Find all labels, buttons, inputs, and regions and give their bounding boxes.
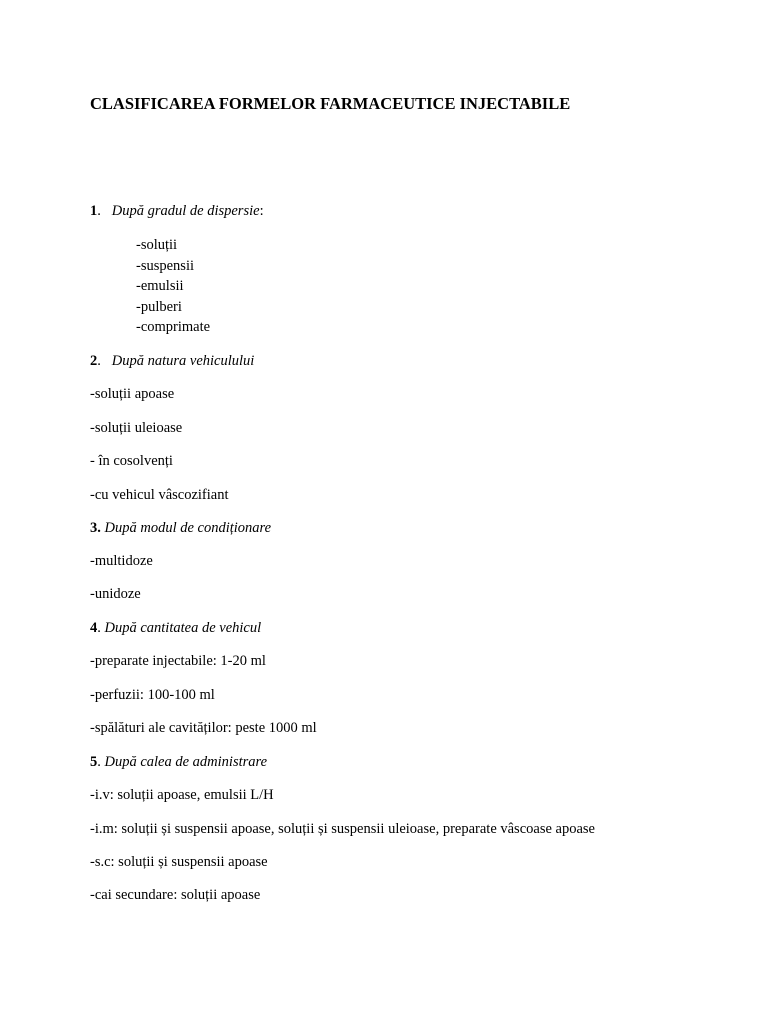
list-item: -suspensii — [136, 258, 194, 274]
section-heading-text: După gradul de dispersie — [111, 203, 260, 219]
list-item: -emulsii — [136, 278, 184, 294]
list-item: -pulberi — [136, 299, 182, 315]
section-heading-1 — [90, 203, 264, 220]
section-number: 4 — [90, 620, 98, 636]
section-separator: . — [97, 203, 101, 219]
list-item: -spălături ale cavităților: peste 1000 ml — [90, 720, 317, 736]
section-number: 3. — [90, 520, 101, 536]
section-colon: : — [259, 203, 264, 219]
section-separator: . — [97, 353, 101, 369]
list-item: - în cosolvenți — [90, 453, 173, 469]
list-item: -multidoze — [90, 553, 153, 569]
section-heading-5 — [90, 754, 267, 771]
section-heading-text: După modul de condiționare — [104, 520, 272, 536]
list-item: -s.c: soluții și suspensii apoase — [90, 854, 268, 870]
section-heading-text: După natura vehiculului — [111, 353, 255, 369]
list-item: -preparate injectabile: 1-20 ml — [90, 653, 266, 669]
list-item: -cu vehicul vâscozifiant — [90, 487, 229, 503]
section-number: 2 — [90, 353, 98, 369]
list-item: -cai secundare: soluții apoase — [90, 887, 261, 903]
list-item: -comprimate — [136, 319, 211, 335]
section-separator: . — [97, 620, 101, 636]
section-heading-text: După cantitatea de vehicul — [104, 620, 262, 636]
section-number: 5 — [90, 754, 98, 770]
list-item: -unidoze — [90, 586, 141, 602]
list-item: -perfuzii: 100-100 ml — [90, 687, 215, 703]
list-item: -i.v: soluții apoase, emulsii L/H — [90, 787, 274, 803]
section-heading-4 — [90, 620, 261, 637]
section-heading-3 — [90, 520, 271, 537]
list-item: -soluții — [136, 237, 178, 253]
list-item: -i.m: soluții și suspensii apoase, soluții și suspensii uleioase, preparate vâscoase apoase — [90, 821, 595, 837]
section-separator: . — [97, 754, 101, 770]
section-heading-text: După calea de administrare — [104, 754, 268, 770]
section-number: 1 — [90, 203, 98, 219]
document-title: CLASIFICAREA FORMELOR FARMACEUTICE INJECTABILE — [90, 94, 571, 113]
section-heading-2 — [90, 353, 254, 370]
list-item: -soluții apoase — [90, 386, 175, 402]
list-item: -soluții uleioase — [90, 420, 183, 436]
